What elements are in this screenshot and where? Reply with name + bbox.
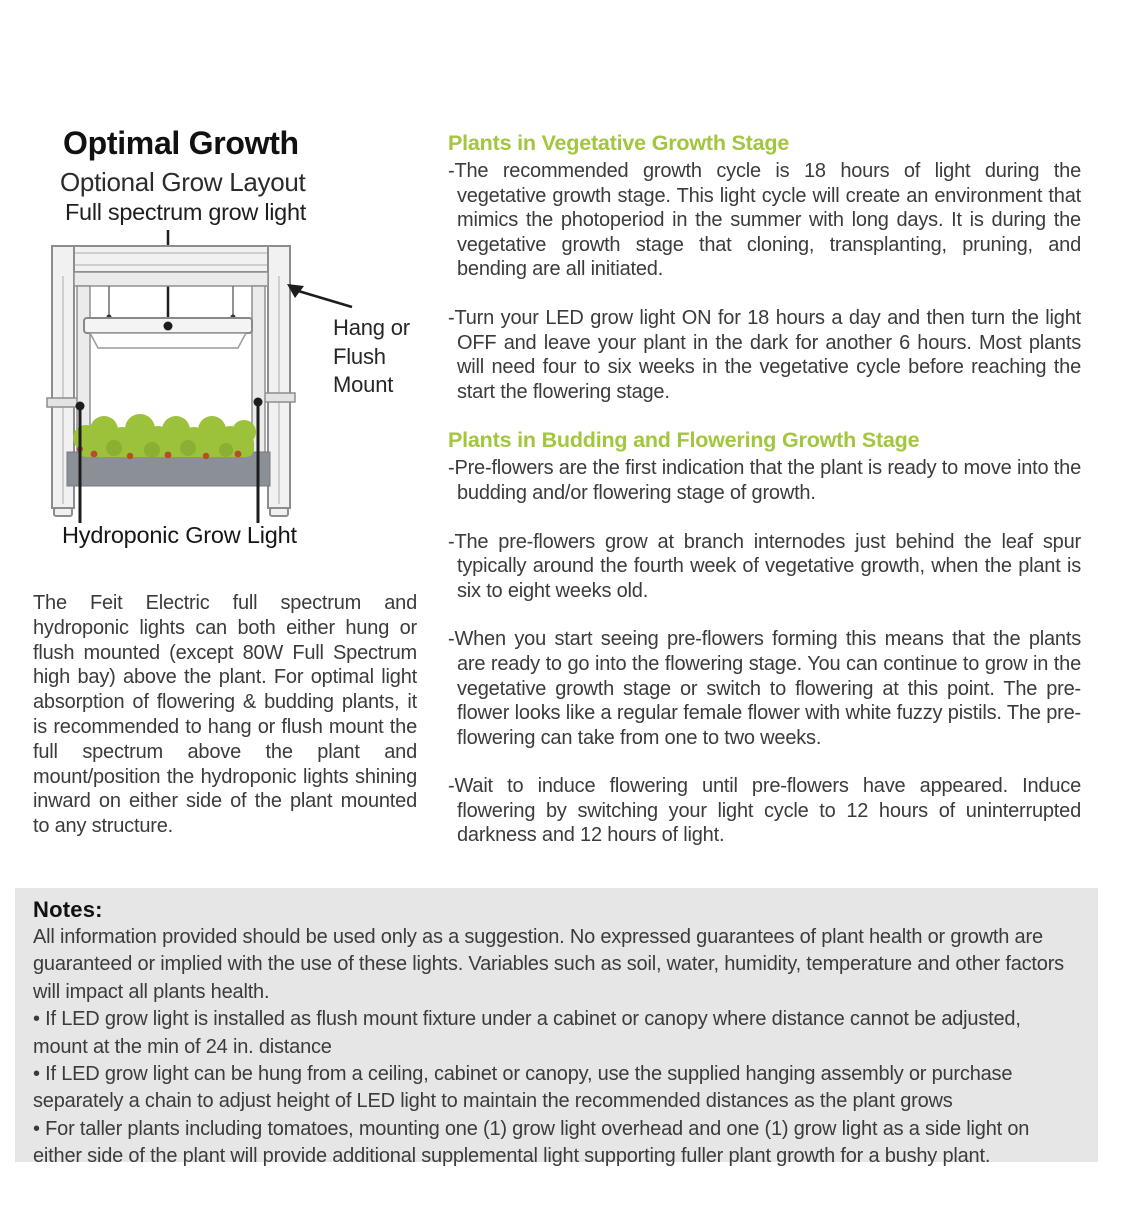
notes-bullet-flush-mount: • If LED grow light is installed as flush mount fixture under a cabinet or canopy where distance cannot be adjusted, mount at the min of 24 in. distance xyxy=(33,1008,1021,1058)
full-spectrum-callout-dot xyxy=(164,322,173,331)
mount-bracket-right xyxy=(264,393,295,402)
full-spectrum-light-label: Full spectrum grow light xyxy=(65,199,306,225)
notes-intro: All information provided should be used only as a suggestion. No expressed guarantees of plant health or growth are guaranteed or implied with the use of these lights. Variables such as soil, water, humidity, temperature and other factors will impact all plants health. xyxy=(33,926,1064,1003)
vegetative-paragraph-1: -The recommended growth cycle is 18 hours of light during the vegetative growth stage. This light cycle will create an environment that mimics the photoperiod in the summer with long days. It is during the vegetative growth stage that cloning, transplanting, pruning, and bending are all initiated. xyxy=(448,160,1081,281)
flowering-paragraph-1: -Pre-flowers are the first indication that the plant is ready to move into the budding and/or flowering stage of growth. xyxy=(448,457,1081,504)
page-title: Optimal Growth xyxy=(63,125,299,161)
hydroponic-grow-light-label: Hydroponic Grow Light xyxy=(62,522,297,548)
flowering-paragraph-2: -The pre-flowers grow at branch internodes just behind the leaf spur typically around the fourth week of vegetative growth, when the plant is six to eight weeks old. xyxy=(448,530,1081,602)
arrow-icon xyxy=(287,284,352,307)
flowering-paragraph-3: -When you start seeing pre-flowers forming this means that the plants are ready to go into the flowering stage. You can continue to grow in the vegetative growth stage or switch to flowering at this point. The pre-flower looks like a regular female flower with white fuzzy pistils. The pre-flowering can take from one to two weeks. xyxy=(448,628,1081,749)
notes-bullet-taller-plants: • For taller plants including tomatoes, mounting one (1) grow light overhead and one (1) grow light as a side light on either side of the plant will provide additional supplemental light supporting fuller plant growth for a bushy plant. xyxy=(33,1117,1030,1168)
notes-bullet-hanging: • If LED grow light can be hung from a ceiling, cabinet or canopy, use the supplied hanging assembly or purchase separately a chain to adjust height of LED light to maintain the recommended distances as the plant grows xyxy=(33,1063,1013,1113)
flowering-paragraph-4: -Wait to induce flowering until pre-flowers have appeared. Induce flowering by switching your light cycle to 12 hours of uninterrupted darkness and 12 hours of light. xyxy=(448,775,1081,847)
mount-bracket-left xyxy=(47,398,78,407)
growth-stages-column xyxy=(448,131,1081,872)
hang-or-flush-mount-label: Hang or Flush Mount xyxy=(333,315,410,397)
flowering-stage-heading: Plants in Budding and Flowering Growth Stage xyxy=(448,428,920,453)
layout-subtitle: Optional Grow Layout xyxy=(60,167,306,197)
notes-heading: Notes: xyxy=(33,897,103,922)
hanging-wires xyxy=(107,286,236,320)
mounting-description-paragraph: The Feit Electric full spectrum and hydroponic lights can both either hung or flush mounted (except 80W Full Spectrum high bay) above the plant. For optimal light absorption of flowering & budding plants, it is recommended to hang or flush mount the full spectrum above the plant and mount/position the hydroponic lights shining inward on either side of the plant mounted to any structure. xyxy=(33,592,417,838)
vegetative-stage-heading: Plants in Vegetative Growth Stage xyxy=(448,131,790,155)
vegetative-paragraph-2: -Turn your LED grow light ON for 18 hours a day and then turn the light OFF and leave your plant in the dark for another 6 hours. Most plants will need four to six weeks in the vegetative cycle before reaching the start the flowering stage. xyxy=(448,306,1081,403)
notes-section xyxy=(15,888,1098,1168)
grow-layout-diagram xyxy=(30,230,440,560)
